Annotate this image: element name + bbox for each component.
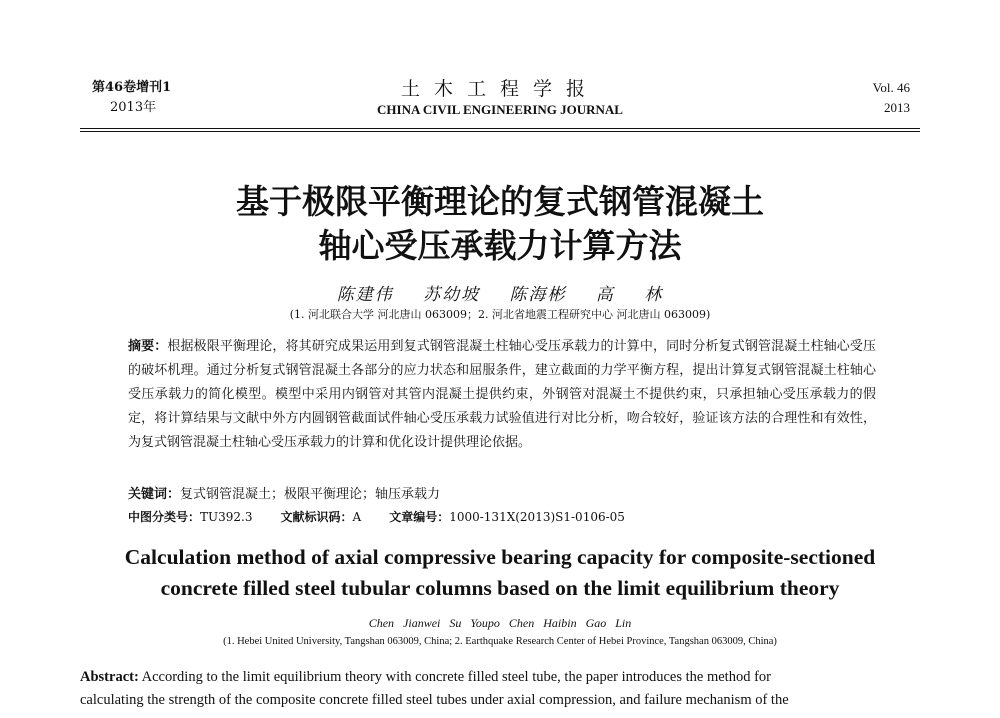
- journal-name-cn: 土木工程学报: [400, 78, 599, 100]
- authors-cn: 陈建伟 苏幼坡 陈海彬 高 林: [336, 285, 664, 305]
- header-center: [80, 78, 920, 120]
- keywords-cn: [128, 484, 876, 506]
- volume-issue: 第46卷增刊1: [92, 80, 172, 95]
- title-en-line-2: concrete filled steel tubular columns based on the limit equilibrium theory: [160, 576, 840, 600]
- header-right: [873, 78, 910, 118]
- header-rule-thin: [80, 131, 920, 132]
- affiliation-cn: (1. 河北联合大学 河北唐山 063009；2. 河北省地震工程研究中心 河北唐山 063009): [289, 308, 711, 321]
- article-number-value: 1000-131X(2013)S1-0106-05: [449, 510, 625, 524]
- abstract-en: [80, 666, 926, 712]
- clc-label: 中图分类号：: [128, 510, 201, 524]
- keywords-cn-text: 复式钢管混凝土；极限平衡理论；轴压承载力: [180, 487, 441, 502]
- header-year-cn: 2013年: [110, 100, 157, 115]
- paper-title-en: [0, 542, 1000, 604]
- clc-value: TU392.3: [200, 510, 253, 524]
- running-header: [80, 78, 920, 126]
- doc-code-value: A: [352, 510, 362, 524]
- abstract-cn-label: 摘要：: [128, 339, 168, 354]
- abstract-cn-text: 根据极限平衡理论，将其研究成果运用到复式钢管混凝土柱轴心受压承载力的计算中，同时分析复式钢管混凝土柱轴心受压的破坏机理。通过分析复式钢管混凝土各部分的应力状态和屈服条件，建立截面的力学平衡方程，提出计算复式钢管混凝土柱轴心受压承载力的简化模型。模型中采用内钢管对其管内混凝土提供约束，外钢管对混凝土不提供约束，只承担轴心受压承载力的假定，将计算结果与文献中外方内圆钢管截面试件轴心受压承载力试验值进行对比分析，吻合较好，验证该方法的合理性和有效性，为复式钢管混凝土柱轴心受压承载力的计算和优化设计提供理论依据。: [128, 339, 876, 450]
- header-rule-thick: [80, 128, 920, 129]
- doc-code-label: 文献标识码：: [280, 510, 353, 524]
- authors-en: Chen Jianwei Su Youpo Chen Haibin Gao Lin: [368, 616, 632, 630]
- title-cn-line-1: 基于极限平衡理论的复式钢管混凝土: [236, 182, 764, 221]
- abstract-en-label: Abstract:: [80, 669, 139, 685]
- volume-en: Vol. 46: [872, 80, 910, 95]
- affiliation-en: (1. Hebei United University, Tangshan 063009, China; 2. Earthquake Research Center of Hebei Province, Tangshan 063009, China): [223, 636, 777, 647]
- abstract-en-line-1: [80, 666, 926, 689]
- title-en-line-1: Calculation method of axial compressive bearing capacity for composite-sectioned: [124, 545, 876, 569]
- classification-line: [128, 506, 876, 528]
- journal-name-en: CHINA CIVIL ENGINEERING JOURNAL: [377, 102, 623, 117]
- title-cn-line-2: 轴心受压承载力计算方法: [318, 226, 682, 265]
- abstract-en-text-1: According to the limit equilibrium theory with concrete filled steel tube, the paper introduces the method for: [141, 669, 771, 685]
- paper-title-cn: [0, 180, 1000, 268]
- abstract-en-line-2: calculating the strength of the composite concrete filled steel tubes under axial compression, and failure mechanism of the: [80, 692, 789, 708]
- header-year-en: 2013: [884, 100, 910, 115]
- keywords-cn-label: 关键词：: [128, 487, 181, 502]
- abstract-cn: [128, 335, 876, 455]
- article-number-label: 文章编号：: [389, 510, 450, 524]
